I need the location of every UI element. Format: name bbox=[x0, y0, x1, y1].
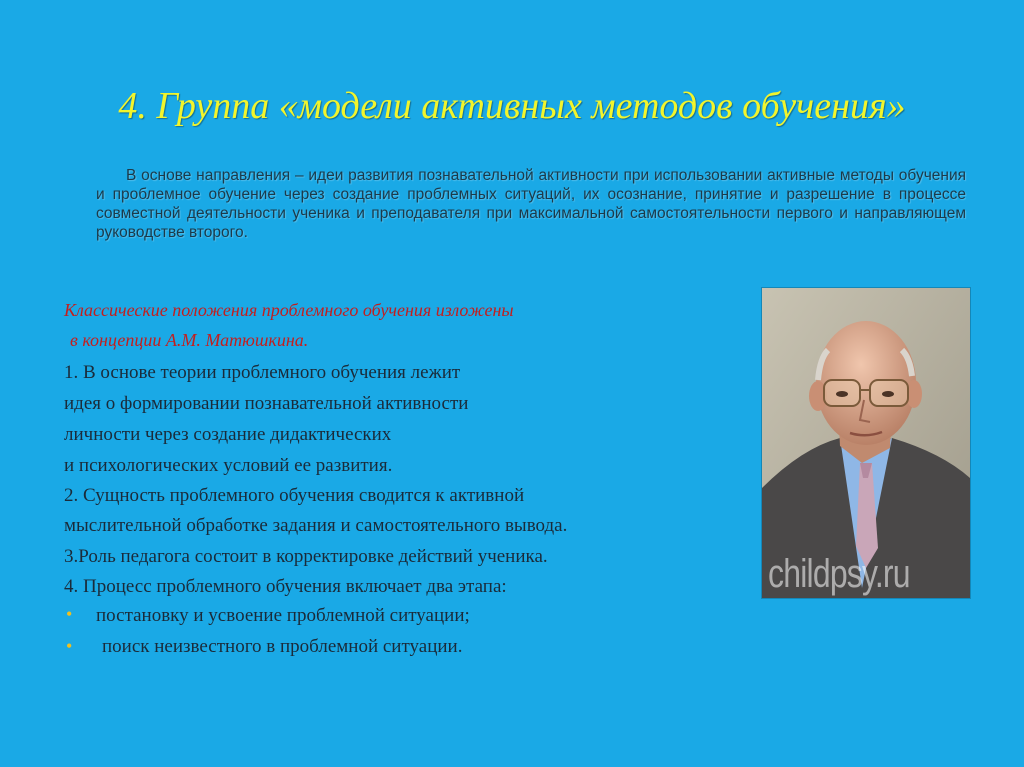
bullet-item: постановку и усвоение проблемной ситуации; bbox=[96, 605, 470, 626]
concept-heading-line-1: Классические положения проблемного обучения изложены bbox=[64, 300, 514, 320]
list-item: 1. В основе теории проблемного обучения лежит bbox=[64, 362, 461, 383]
list-item: 2. Сущность проблемного обучения сводится к активной bbox=[64, 485, 525, 506]
bullet-item: поиск неизвестного в проблемной ситуации. bbox=[102, 636, 463, 657]
photo-watermark: childpsy.ru bbox=[768, 552, 910, 596]
list-item: мыслительной обработке задания и самостоятельного вывода. bbox=[64, 515, 568, 536]
list-item: 4. Процесс проблемного обучения включает два этапа: bbox=[64, 576, 507, 597]
concept-heading-line-2: в концепции А.М. Матюшкина. bbox=[70, 330, 309, 350]
list-item: личности через создание дидактических bbox=[64, 424, 392, 445]
list-item: 3.Роль педагога состоит в корректировке действий ученика. bbox=[64, 546, 548, 567]
bullet-dot-icon: • bbox=[66, 636, 73, 656]
intro-paragraph: В основе направления – идеи развития познавательной активности при использовании активные методы обучения и проблемное обучение через создание проблемных ситуаций, их осознание, принятие и разрешение в процессе совместной деятельности ученика и преподавателя при максимальной самостоятельности первого и направляющем руководстве второго. bbox=[96, 167, 966, 241]
list-item: и психологических условий ее развития. bbox=[64, 455, 393, 476]
list-item: идея о формировании познавательной активности bbox=[64, 393, 469, 414]
bullet-dot-icon: • bbox=[66, 604, 73, 624]
slide-title: 4. Группа «модели активных методов обучения» bbox=[118, 85, 906, 127]
